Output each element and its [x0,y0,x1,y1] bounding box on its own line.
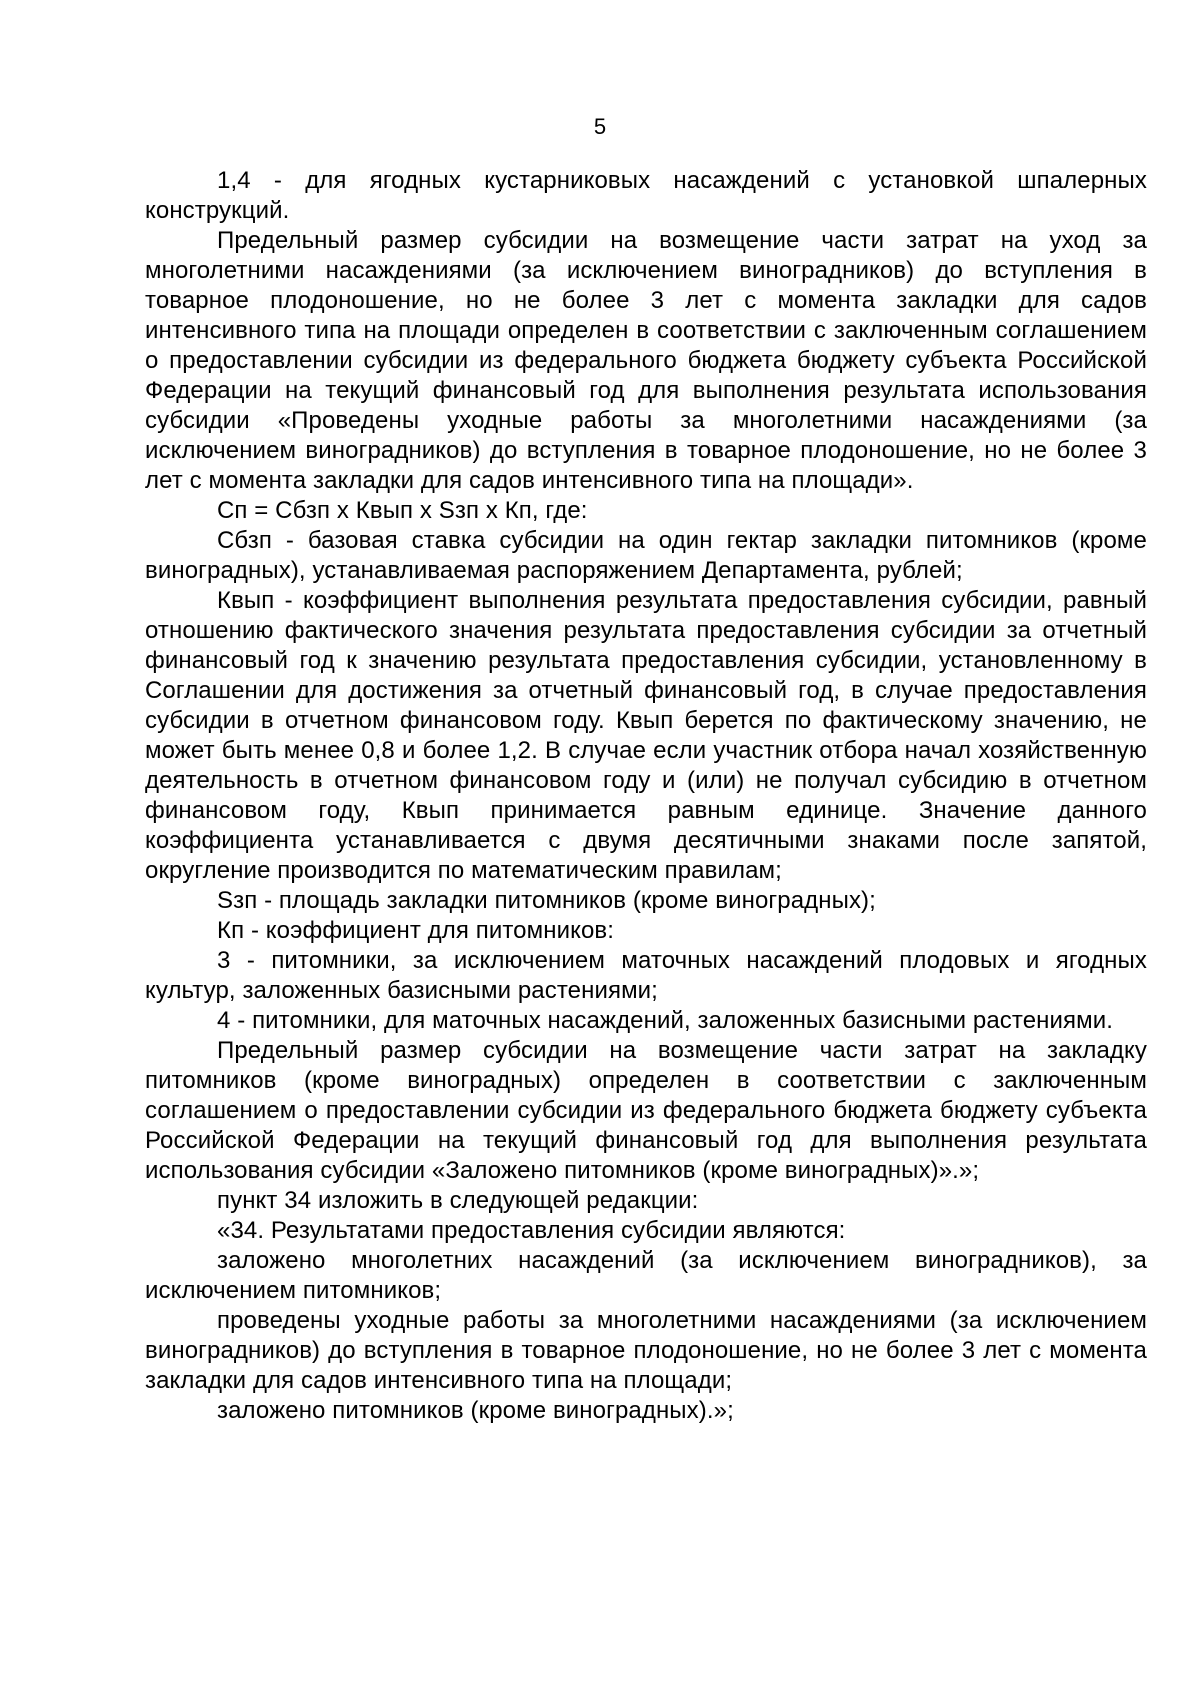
paragraph-result-care-work: проведены уходные работы за многолетними насаждениями (за исключением виноградников) до вступления в товарное плодоношение, но не более 3 лет с момента закладки для садов интенсивного типа на площади; [145,1307,1147,1394]
paragraph-nursery-coefficient-3: 3 - питомники, за исключением маточных насаждений плодовых и ягодных культур, заложенных базисными растениями; [145,947,1147,1004]
paragraph-formula: Сп = Сбзп x Квып x Sзп x Кп, где: [217,497,588,524]
paragraph-clause-34-heading: «34. Результатами предоставления субсидии являются: [217,1217,846,1244]
paragraph-base-rate-definition: Сбзп - базовая ставка субсидии на один гектар закладки питомников (кроме виноградных), устанавливаемая распоряжением Департамента, рублей; [145,527,1147,584]
paragraph-berry-coefficient: 1,4 - для ягодных кустарниковых насаждений с установкой шпалерных конструкций. [145,167,1147,224]
paragraph-area-definition: Sзп - площадь закладки питомников (кроме виноградных); [217,887,876,914]
paragraph-result-perennials: заложено многолетних насаждений (за исключением виноградников), за исключением питомников; [145,1247,1147,1304]
page-number: 5 [593,114,607,139]
paragraph-clause-34-intro: пункт 34 изложить в следующей редакции: [217,1187,699,1214]
paragraph-nursery-coefficient-4: 4 - питомники, для маточных насаждений, заложенных базисными растениями. [217,1007,1114,1034]
paragraph-nursery-subsidy-limit: Предельный размер субсидии на возмещение части затрат на закладку питомников (кроме виноградных) определен в соответствии с заключенным соглашением о предоставлении субсидии из федерального бюджета бюджету субъекта Российской Федерации на текущий финансовый год для выполнения результата использования субсидии «Заложено питомников (кроме виноградных)».»; [145,1037,1147,1184]
paragraph-nursery-coefficient-heading: Кп - коэффициент для питомников: [217,917,615,944]
paragraph-care-subsidy-limit: Предельный размер субсидии на возмещение части затрат на уход за многолетними насаждениями (за исключением виноградников) до вступления в товарное плодоношение, но не более 3 лет с момента закладки для садов интенсивного типа на площади определен в соответствии с заключенным соглашением о предоставлении субсидии из федерального бюджета бюджету субъекта Российской Федерации на текущий финансовый год для выполнения результата использования субсидии «Проведены уходные работы за многолетними насаждениями (за исключением виноградников) до вступления в товарное плодоношение, но не более 3 лет с момента закладки для садов интенсивного типа на площади». [145,227,1147,494]
paragraph-kvyp-definition: Квып - коэффициент выполнения результата предоставления субсидии, равный отношению фактического значения результата предоставления субсидии за отчетный финансовый год к значению результата предоставления субсидии, установленному в Соглашении для достижения за отчетный финансовый год, в случае предоставления субсидии в отчетном финансовом году. Квып берется по фактическому значению, не может быть менее 0,8 и более 1,2. В случае если участник отбора начал хозяйственную деятельность в отчетном финансовом году и (или) не получал субсидию в отчетном финансовом году, Квып принимается равным единице. Значение данного коэффициента устанавливается с двумя десятичными знаками после запятой, округление производится по математическим правилам; [145,587,1147,884]
document-body [145,166,1147,1426]
paragraph-result-nurseries: заложено питомников (кроме виноградных).»; [217,1397,734,1424]
